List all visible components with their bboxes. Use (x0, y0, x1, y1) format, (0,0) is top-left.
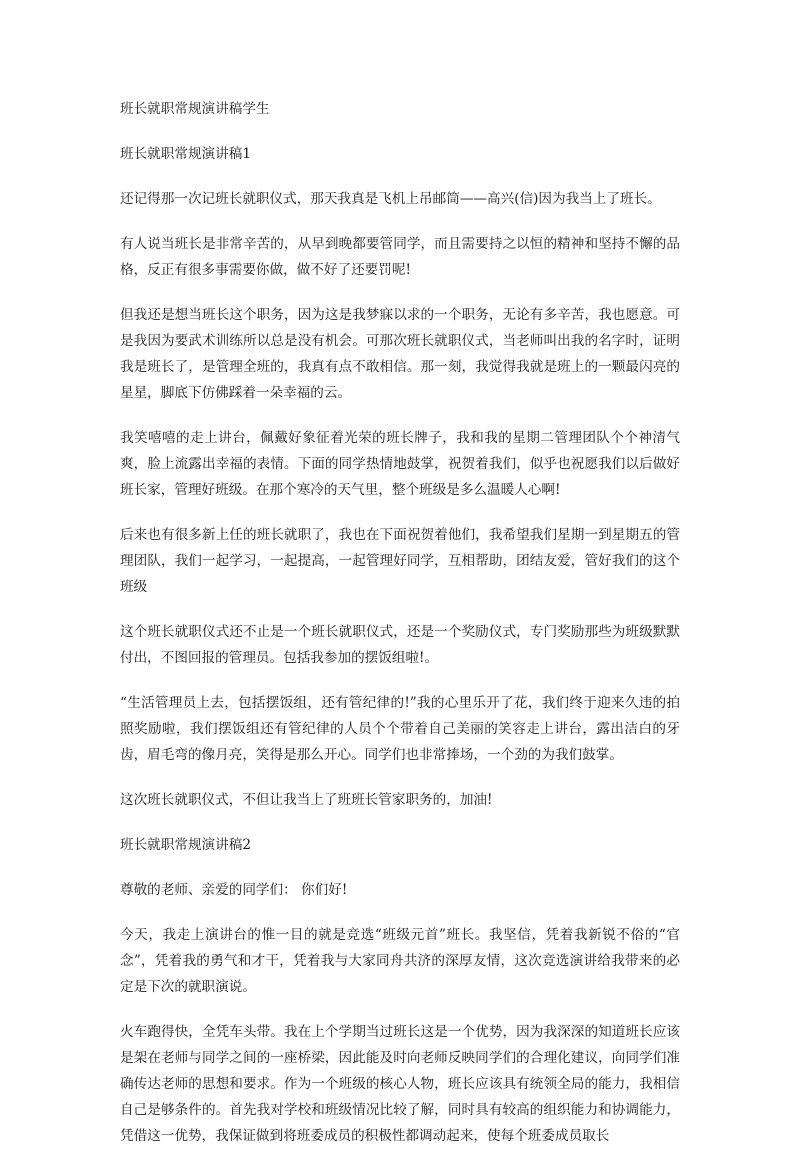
paragraph: 有人说当班长是非常辛苦的，从早到晚都要管同学，而且需要持之以恒的精神和坚持不懈的品格，反正有很多事需要你做，做不好了还要罚呢! (120, 236, 680, 278)
document-page (120, 96, 680, 1168)
paragraph: 今天，我走上演讲台的惟一目的就是竞选“班级元首”班长。我坚信，凭着我新锐不俗的“官念”，凭着我的勇气和才干，凭着我与大家同舟共济的深厚友情，这次竞选演讲给我带来的必定是下次的就职演说。 (120, 927, 680, 995)
paragraph: 但我还是想当班长这个职务，因为这是我梦寐以求的一个职务，无论有多辛苦，我也愿意。可是我因为要武术训练所以总是没有机会。可那次班长就职仪式，当老师叫出我的名字时，证明我是班长了，是管理全班的，我真有点不敢相信。那一刻，我觉得我就是班上的一颗最闪亮的星星，脚底下仿佛踩着一朵幸福的云。 (120, 307, 680, 401)
paragraph: 后来也有很多新上任的班长就职了，我也在下面祝贺着他们，我希望我们星期一到星期五的管理团队，我们一起学习，一起提高，一起管理好同学，互相帮助，团结友爱，管好我们的这个班级 (120, 527, 680, 595)
section-heading: 班长就职常规演讲稿1 (120, 146, 251, 162)
paragraph: 这次班长就职仪式，不但让我当上了班班长管家职务的，加油! (120, 792, 493, 808)
paragraph: 尊敬的老师、亲爱的同学们： 你们好! (120, 882, 348, 898)
section-1 (120, 141, 680, 813)
paragraph: 还记得那一次记班长就职仪式，那天我真是飞机上吊邮筒——高兴(信)因为我当上了班长。 (120, 191, 661, 207)
document-title: 班长就职常规演讲稿学生 (120, 101, 270, 117)
section-2 (120, 832, 680, 1149)
paragraph: 火车跑得快，全凭车头带。我在上个学期当过班长这是一个优势，因为我深深的知道班长应该是架在老师与同学之间的一座桥梁，因此能及时向老师反映同学们的合理化建议，向同学们准确传达老师的思想和要求。作为一个班级的核心人物，班长应该具有统领全局的能力，我相信自己是够条件的。首先我对学校和班级情况比较了解，同时具有较高的组织能力和协调能力，凭借这一优势，我保证做到将班委成员的积极性都调动起来，使每个班委成员取长 (120, 1024, 680, 1144)
paragraph: “生活管理员上去，包括摆饭组，还有管纪律的!”我的心里乐开了花，我们终于迎来久违的拍照奖励啦，我们摆饭组还有管纪律的人员个个带着自己美丽的笑容走上讲台，露出洁白的牙齿，眉毛弯的像月亮，笑得是那么开心。同学们也非常捧场，一个劲的为我们鼓掌。 (120, 695, 680, 763)
paragraph: 我笑嘻嘻的走上讲台，佩戴好象征着光荣的班长牌子，我和我的星期二管理团队个个神清气爽，脸上流露出幸福的表情。下面的同学热情地鼓掌，祝贺着我们，似乎也祝愿我们以后做好班长家，管理好班级。在那个寒冷的天气里，整个班级是多么温暖人心啊! (120, 430, 680, 498)
section-heading: 班长就职常规演讲稿2 (120, 837, 251, 853)
paragraph: 这个班长就职仪式还不止是一个班长就职仪式，还是一个奖励仪式，专门奖励那些为班级默默付出，不图回报的管理员。包括我参加的摆饭组啦!。 (120, 624, 680, 666)
